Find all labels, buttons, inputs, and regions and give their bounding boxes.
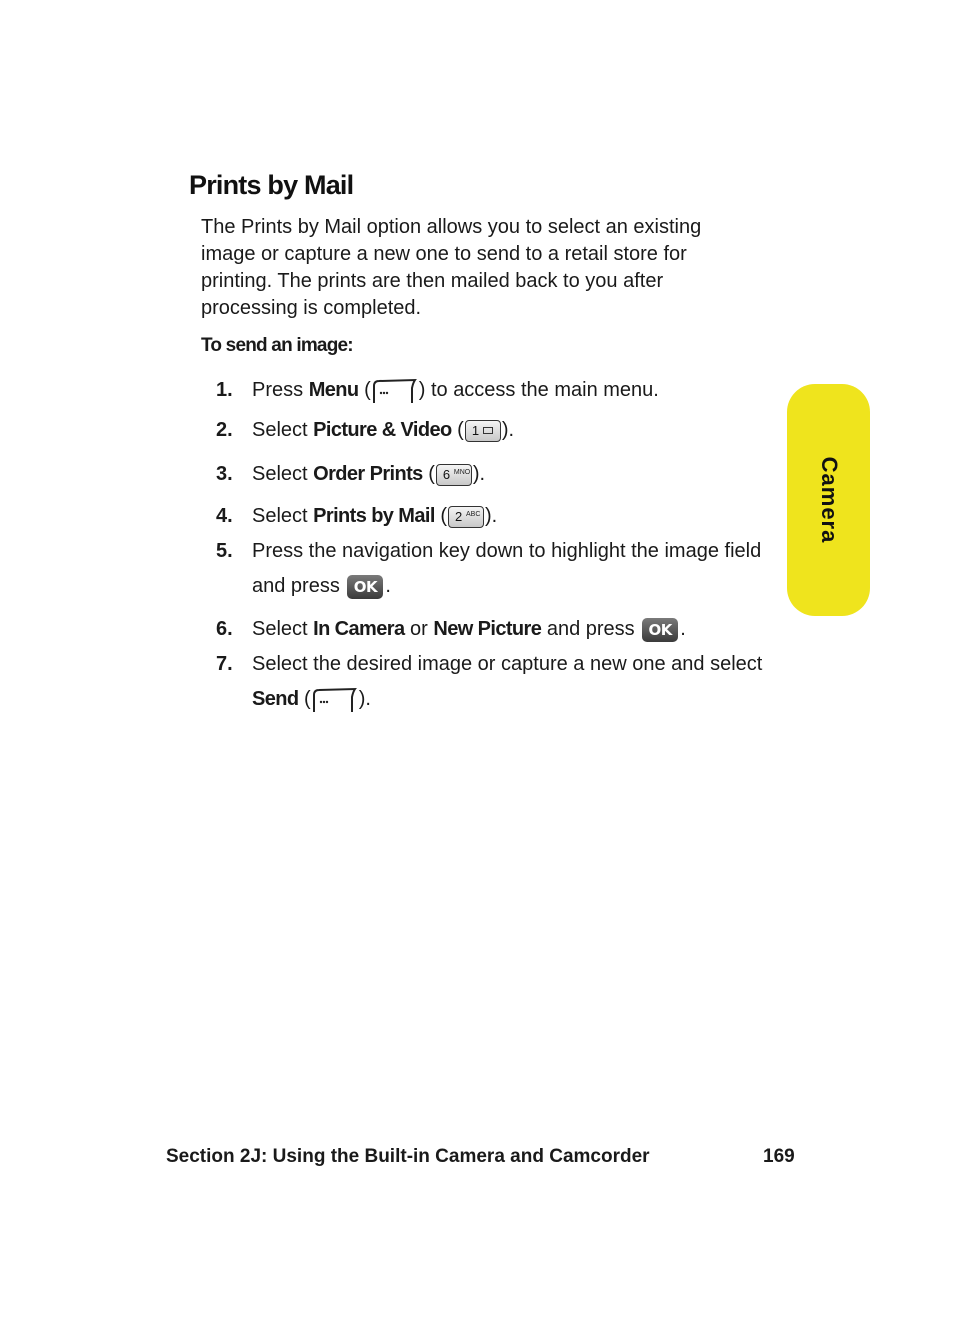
step-number: 5. xyxy=(216,540,233,562)
prints-by-mail-label: Prints by Mail xyxy=(313,505,435,527)
step-text: Press Menu ( ) to access the main menu. xyxy=(252,373,772,408)
page-number: 169 xyxy=(763,1146,795,1167)
intro-paragraph: The Prints by Mail option allows you to select an existing image or capture a new one to send to a retail store for printing. The prints are then mailed back to you after processing is completed. xyxy=(201,216,702,319)
step-number: 3. xyxy=(216,463,233,485)
new-picture-label: New Picture xyxy=(433,618,542,640)
send-softkey-icon xyxy=(312,687,358,713)
step-number: 1. xyxy=(216,379,233,401)
ok-key-icon: OK xyxy=(642,618,678,642)
step-number: 6. xyxy=(216,618,233,640)
envelope-icon xyxy=(483,427,493,434)
step-text: Select Picture & Video ( 1 ). xyxy=(252,419,515,441)
step-number: 2. xyxy=(216,419,233,441)
ok-key-icon: OK xyxy=(347,575,383,599)
footer-section-title: Section 2J: Using the Built-in Camera and Camcorder xyxy=(166,1146,650,1167)
step-text: Select In Camera or New Picture and press OK . xyxy=(252,618,686,640)
menu-label: Menu xyxy=(308,379,359,401)
in-camera-label: In Camera xyxy=(313,618,405,640)
step-number: 7. xyxy=(216,653,233,675)
procedure-subheading: To send an image: xyxy=(201,335,353,356)
menu-softkey-icon xyxy=(372,378,418,404)
page-title: Prints by Mail xyxy=(189,170,354,200)
step-text: Select the desired image or capture a new one and select Send ( ). xyxy=(252,647,772,717)
step-text: Select Prints by Mail ( 2 ABC ). xyxy=(252,505,498,527)
chapter-tab xyxy=(787,384,870,616)
key-6-icon: 6 MNO xyxy=(436,464,472,486)
step-number: 4. xyxy=(216,505,233,527)
key-1-icon: 1 xyxy=(465,420,501,442)
order-prints-label: Order Prints xyxy=(313,463,423,485)
chapter-tab-label: Camera xyxy=(816,456,842,544)
picture-video-label: Picture & Video xyxy=(313,419,452,441)
step-text: Press the navigation key down to highlight the image field and press OK . xyxy=(252,540,762,597)
step-text: Select Order Prints ( 6 MNO ). xyxy=(252,463,486,485)
key-2-icon: 2 ABC xyxy=(448,506,484,528)
send-label: Send xyxy=(252,688,299,710)
